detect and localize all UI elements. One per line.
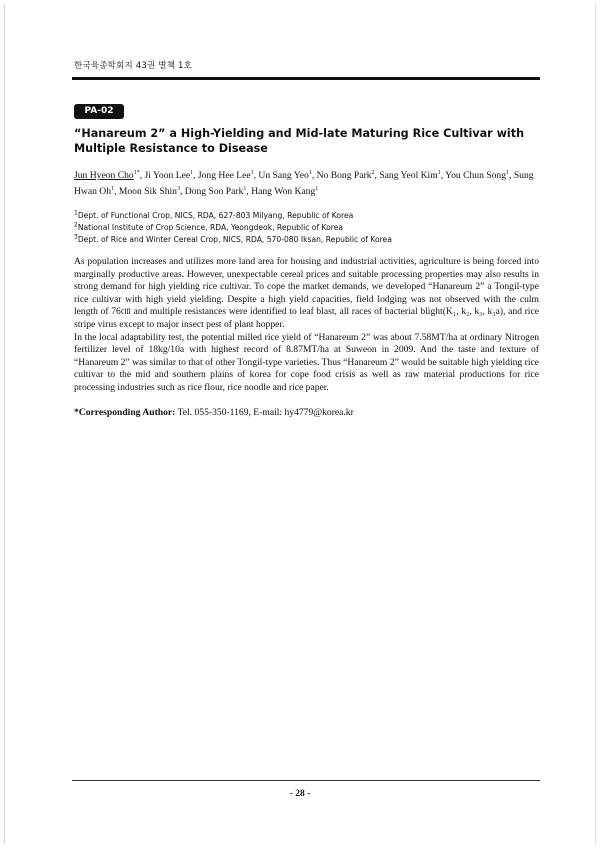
- author: Jun Hyeon Cho$^{1*}$: [74, 169, 140, 181]
- abstract: [74, 256, 539, 395]
- footer-rule: [72, 780, 540, 781]
- author: Sang Yeol Kim$^1$: [379, 169, 441, 181]
- paper-id-badge: PA-02: [74, 104, 124, 119]
- author: Jong Hee Lee$^1$: [197, 169, 254, 181]
- author: Dong Soo Park$^1$: [184, 185, 247, 197]
- author: You Chun Song$^1$: [445, 169, 510, 181]
- author: No Bong Park$^2$: [316, 169, 375, 181]
- abstract-paragraph: As population increases and utilizes more land area for housing and industrial activities, agriculture is being forced into marginally productive areas. However, unexpectable cereal prices and suitable processing properties may also results in strong demand for high yielding rice cultivar. To cope the market demands, we developed “Hanareum 2” a Tongil-type rice cultivar with high yield yielding. Despite a high yield capacities, field lodging was not observed with the culm length of 76㎝ and multiple resistances were identified to leaf blast, all races of bacterial blight(K₁, k₂, k₃, k₃a), and rice stripe virus except to major insect pest of plant hopper.: [74, 256, 539, 330]
- corresponding-label: *Corresponding Author:: [74, 407, 176, 418]
- paper-title: “Hanareum 2” a High-Yielding and Mid-late Maturing Rice Cultivar with Multiple Resistance to Disease: [74, 127, 525, 155]
- page-number: - 28 -: [289, 789, 311, 799]
- affiliation-list: [74, 210, 544, 246]
- author: Moon Sik Shin$^3$: [118, 185, 180, 197]
- header-rule: [72, 77, 540, 80]
- journal-header: 한국육종학회지 43권 별책 1호: [74, 61, 193, 71]
- author: Un Sang Yeo$^1$: [258, 169, 312, 181]
- author: Ji Yoon Lee$^1$: [144, 169, 194, 181]
- abstract-paragraph: In the local adaptability test, the potential milled rice yield of “Hanareum 2” was about 7.58MT/ha at ordinary Nitrogen fertilizer level of 18kg/10a with highest record of 8.87MT/ha at Suweon in 2009. And the taste and texture of “Hanareum 2” was similar to that of other Tongil-type varieties. Thus “Hanareum 2” would be suitable high yielding rice cultivar to the mid and southern plains of korea for cope food crisis as well as raw material productions for rice processing industries such as rice flour, rice noodle and rice paper.: [74, 331, 539, 393]
- affiliation: $^1$Dept. of Functional Crop, NICS, RDA, 627-803 Milyang, Republic of Korea: [74, 209, 354, 220]
- affiliation: $^3$Dept. of Rice and Winter Cereal Crop, NICS, RDA, 570-080 Iksan, Republic of Korea: [74, 233, 392, 244]
- author-list: Jun Hyeon Cho$^{1*}$, Ji Yoon Lee$^1$, Jong Hee Lee$^1$, Un Sang Yeo$^1$, No Bong Park$^2$, Sang Yeol Kim$^1$, You Chun Song$^1$, Sung Hwan Oh$^1$, Moon Sik Shin$^3$, Dong Soo Park$^1$, Hang Won Kang$^1$: [74, 169, 534, 197]
- author: Sung Hwan Oh$^1$: [74, 170, 534, 197]
- author: Hang Won Kang$^1$: [251, 185, 319, 197]
- corresponding-author: [74, 407, 544, 419]
- affiliation: $^2$National Institute of Crop Science, RDA, Yeongdeok, Republic of Korea: [74, 221, 344, 232]
- corresponding-contact: Tel. 055-350-1169, E-mail: hy4779@korea.kr: [175, 407, 354, 418]
